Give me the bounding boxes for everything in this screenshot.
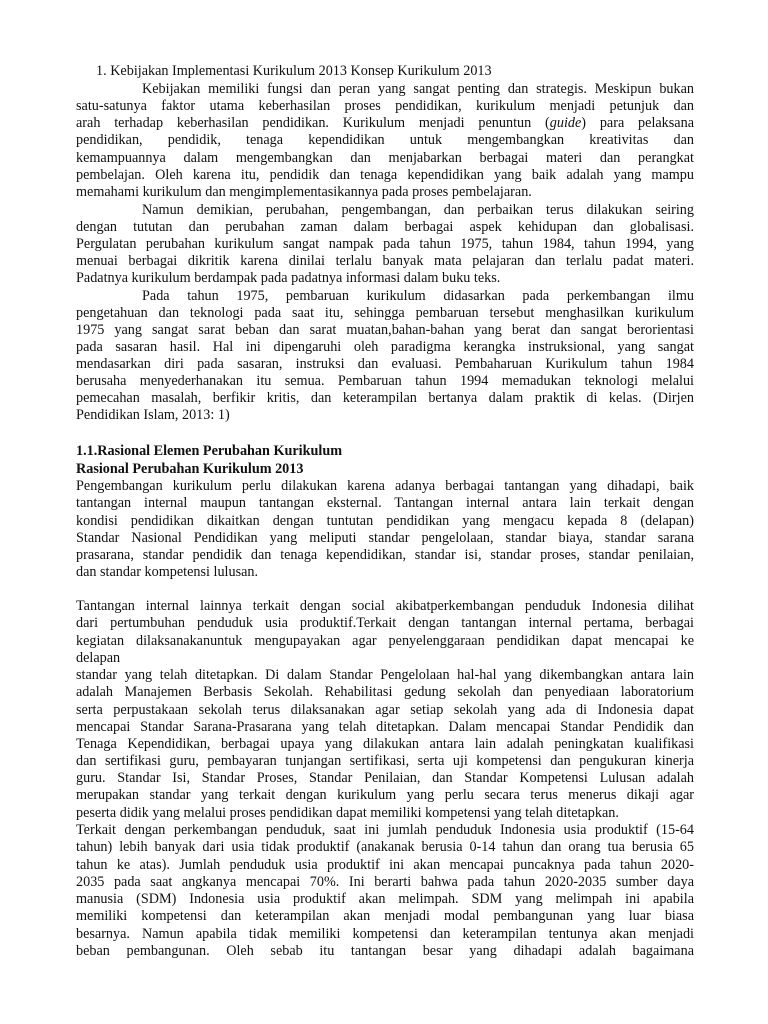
section-heading: 1. Kebijakan Implementasi Kurikulum 2013 Konsep Kurikulum 2013 — [96, 63, 492, 79]
paragraph-line: memahami kurikulum dan mengimplementasikannya pada proses pembelajaran. — [76, 184, 532, 200]
paragraph-line: berusaha menyederhanakan itu semua. Pembaruan tahun 1994 memadukan teknologi melalui — [76, 373, 694, 389]
paragraph-line — [76, 115, 694, 132]
paragraph-line: dan standar kompetensi lulusan. — [76, 564, 259, 580]
paragraph-line: prasarana, standar pendidik dan tenaga kependidikan, standar isi, standar proses, standar penilaian, — [76, 547, 694, 563]
paragraph-line: serta perpustakaan sekolah terus dilaksanakan agar setiap sekolah yang ada di Indonesia dapat — [76, 702, 694, 718]
paragraph-line: tahun ke atas). Jumlah penduduk usia produktif ini akan mencapai puncaknya pada tahun 2020- — [76, 857, 694, 873]
paragraph-line: tantangan internal maupun tantangan eksternal. Tantangan internal antara lain terkait dengan — [76, 495, 694, 511]
paragraph-line: memiliki kompetensi dan keterampilan akan menjadi modal pembangunan yang luar biasa — [76, 908, 694, 924]
paragraph-line: Padatnya kurikulum berdampak pada padatnya informasi dalam buku teks. — [76, 270, 501, 286]
paragraph-line: mendasarkan diri pada sasaran, instruksi dan evaluasi. Pembaharuan Kurikulum tahun 1984 — [76, 356, 694, 372]
paragraph-line: kondisi pendidikan dikaitkan dengan tuntutan pendidikan yang mengacu kepada 8 (delapan) — [76, 513, 694, 529]
paragraph-line: Standar Nasional Pendidikan yang meliputi standar pengelolaan, standar biaya, standar sarana — [76, 530, 694, 546]
paragraph-line: delapan — [76, 650, 121, 666]
subsection-subheading: Rasional Perubahan Kurikulum 2013 — [76, 461, 304, 477]
italic-term: guide — [549, 115, 582, 131]
paragraph-line: peserta didik yang melalui proses pendidikan dapat memiliki kompetensi yang telah ditetapkan. — [76, 805, 619, 821]
paragraph-line: Kebijakan memiliki fungsi dan peran yang sangat penting dan strategis. Meskipun bukan — [142, 81, 694, 97]
paragraph-line: pada sasaran hasil. Hal ini dipengaruhi oleh paradigma kerangka instruksional, yang sangat — [76, 339, 694, 355]
paragraph-line: besarnya. Namun apabila tidak memiliki kompetensi dan keterampilan tentunya akan menjadi — [76, 926, 694, 942]
paragraph-line: pendidikan, pendidik, tenaga kependidikan untuk mengembangkan kreativitas dan — [76, 132, 694, 148]
paragraph-line: dengan tututan dan perubahan zaman dalam berbagai aspek kehidupan dan globalisasi. — [76, 219, 694, 235]
paragraph-line: standar yang telah ditetapkan. Di dalam Standar Pengelolaan hal-hal yang dikembangkan antara lain — [76, 667, 694, 683]
paragraph-line: Namun demikian, perubahan, pengembangan, dan perbaikan terus dilakukan seiring — [142, 202, 694, 218]
paragraph-line: kegiatan dilaksanakanuntuk mengupayakan agar penyelenggaraan pendidikan dapat mencapai ke — [76, 633, 694, 649]
paragraph-line: adalah Manajemen Berbasis Sekolah. Rehabilitasi gedung sekolah dan penyediaan laboratorium — [76, 684, 694, 700]
paragraph-line: Tantangan internal lainnya terkait dengan social akibatperkembangan penduduk Indonesia dilihat — [76, 598, 694, 614]
paragraph-line: pembelajan. Oleh karena itu, pendidik dan tenaga kependidikan yang baik adalah yang mampu — [76, 167, 694, 183]
paragraph-line: pengetahuan dan teknologi pada saat itu, sehingga pembaruan tersebut menghasilkan kurikulum — [76, 305, 694, 321]
paragraph-line: 1975 yang sangat sarat beban dan sarat muatan,bahan-bahan yang berat dan sangat berorientasi — [76, 322, 694, 338]
paragraph-line: dari pertumbuhan penduduk usia produktif.Terkait dengan tantangan internal pertama, berbagai — [76, 615, 694, 631]
paragraph-line: Pengembangan kurikulum perlu dilakukan karena adanya berbagai tantangan yang dihadapi, baik — [76, 478, 694, 494]
paragraph-line: mencapai Standar Sarana-Prasarana yang telah ditetapkan. Dalam mencapai Standar Pendidik dan — [76, 719, 694, 735]
paragraph-line: Tenaga Kependidikan, berbagai upaya yang dilakukan antara lain adalah peningkatan kualifikasi — [76, 736, 694, 752]
paragraph-line: tahun) lebih banyak dari usia tidak produktif (anakanak berusia 0-14 tahun dan orang tua berusia 65 — [76, 839, 694, 855]
paragraph-line: kemampuannya dalam mengembangkan dan menjabarkan berbagai materi dan perangkat — [76, 150, 694, 166]
paragraph-line: merupakan standar yang terkait dengan kurikulum yang perlu secara terus menerus dikaji agar — [76, 787, 694, 803]
paragraph-line: satu-satunya faktor utama keberhasilan proses pendidikan, kurikulum menjadi petunjuk dan — [76, 98, 694, 114]
paragraph-line: pemecahan masalah, berfikir kritis, dan keterampilan bertanya dalam praktik di kelas. (Dirjen — [76, 390, 694, 406]
paragraph-line: menuai berbagai dikritik karena dinilai terlalu banyak mata pelajaran dan terlalu padat materi. — [76, 253, 694, 269]
paragraph-line: beban pembangunan. Oleh sebab itu tantangan besar yang dihadapi adalah bagaimana — [76, 943, 694, 959]
subsection-heading: 1.1.Rasional Elemen Perubahan Kurikulum — [76, 443, 343, 459]
text-run: arah terhadap keberhasilan pendidikan. Kurikulum menjadi penuntun ( — [76, 115, 550, 131]
paragraph-line: Terkait dengan perkembangan penduduk, saat ini jumlah penduduk Indonesia usia produktif (15-64 — [76, 822, 694, 838]
paragraph-line: dan sertifikasi guru, pembayaran tunjangan sertifikasi, serta uji kompetensi dan pengukuran kinerja — [76, 753, 694, 769]
paragraph-line: 2035 pada saat angkanya mencapai 70%. Ini berarti bahwa pada tahun 2020-2035 sumber daya — [76, 874, 694, 890]
paragraph-line: Pendidikan Islam, 2013: 1) — [76, 407, 230, 423]
paragraph-line: manusia (SDM) Indonesia usia produktif akan melimpah. SDM yang melimpah ini apabila — [76, 891, 694, 907]
paragraph-line: Pergulatan perubahan kurikulum sangat nampak pada tahun 1975, tahun 1984, tahun 1994, yang — [76, 236, 694, 252]
text-run: ) para pelaksana — [581, 115, 694, 131]
paragraph-line: guru. Standar Isi, Standar Proses, Standar Penilaian, dan Standar Kompetensi Lulusan adalah — [76, 770, 694, 786]
paragraph-line: Pada tahun 1975, pembaruan kurikulum didasarkan pada perkembangan ilmu — [142, 288, 694, 304]
